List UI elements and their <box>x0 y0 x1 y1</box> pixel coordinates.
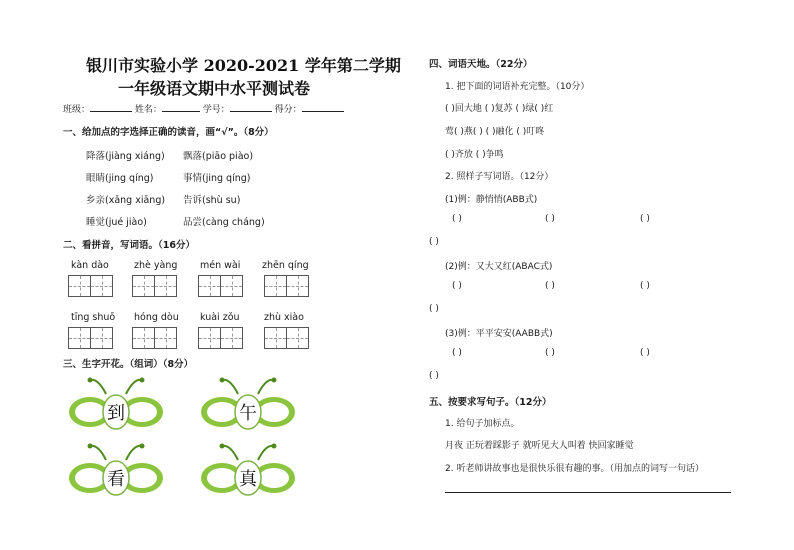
example-3: (3)例：平平安安(AABB式) <box>445 329 553 339</box>
section-2-title: 二、看拼音，写词语。（16分） <box>63 240 195 251</box>
pinyin-label: kuài zǒu <box>200 312 240 323</box>
fill-row[interactable]: 莺( )燕( ) ( )融化 ( )叮咚 <box>445 127 545 137</box>
answer-blank[interactable]: ( ) <box>429 371 439 381</box>
s1-item: 告诉(shù su) <box>183 195 241 206</box>
score-field[interactable] <box>302 102 344 112</box>
q2-title: 2. 照样子写词语。（12分） <box>445 172 554 182</box>
pinyin-label: zhè yàng <box>134 260 178 271</box>
name-field[interactable] <box>162 102 200 112</box>
answer-blank[interactable]: ( ) <box>429 237 439 247</box>
score-label: 得分： <box>274 105 302 115</box>
s1-item: 降落(jiàng xiáng) <box>86 151 165 162</box>
flower-1 <box>68 374 164 450</box>
example-2: (2)例：又大又红(ABAC式) <box>445 262 553 272</box>
flower-char: 真 <box>239 469 257 490</box>
answer-line[interactable] <box>445 492 731 493</box>
section-5-title: 五、按要求写句子。（12分） <box>429 397 552 408</box>
writing-grid[interactable] <box>198 275 242 297</box>
s5-q2-title: 2. 听老师讲故事也是很快乐很有趣的事。（用加点的词写一句话） <box>445 464 704 474</box>
class-label: 班级： <box>63 105 91 115</box>
pinyin-label: kàn dào <box>71 260 109 271</box>
answer-blank[interactable]: ( ) <box>452 214 462 224</box>
fill-row[interactable]: ( )回大地 ( )复苏 ( )绿( )红 <box>445 104 554 114</box>
answer-blank[interactable]: ( ) <box>452 281 462 291</box>
answer-blank[interactable]: ( ) <box>640 214 650 224</box>
flower-2 <box>200 374 296 450</box>
name-label: 姓名： <box>134 105 162 115</box>
writing-grid[interactable] <box>68 327 112 349</box>
s5-q1-title: 1. 给句子加标点。 <box>445 419 520 429</box>
s1-item: 事情(jing qíng) <box>183 173 251 184</box>
id-label: 学号： <box>202 105 230 115</box>
writing-grid[interactable] <box>264 275 308 297</box>
q1-title: 1. 把下面的词语补充完整。（10分） <box>445 82 590 92</box>
pinyin-label: mén wài <box>200 260 241 271</box>
pinyin-label: tīng shuō <box>71 312 116 323</box>
writing-grid[interactable] <box>68 275 112 297</box>
s5-q1-sentence: 月夜 正玩着踩影子 就听见大人叫着 快回家睡觉 <box>445 441 634 451</box>
s1-item: 睡觉(jué jiào) <box>86 217 147 228</box>
section-4-title: 四、词语天地。（22分） <box>429 59 533 70</box>
title-line-1: 银川市实验小学 2020-2021 学年第二学期 <box>86 56 401 75</box>
pinyin-label: zhù xiào <box>264 312 304 323</box>
pinyin-label: hóng dòu <box>134 312 179 323</box>
section-1-title: 一、给加点的字选择正确的读音，画“√”。（8分） <box>63 127 274 138</box>
flower-3 <box>68 440 164 516</box>
answer-blank[interactable]: ( ) <box>545 214 555 224</box>
answer-blank[interactable]: ( ) <box>640 348 650 358</box>
writing-grid[interactable] <box>198 327 242 349</box>
s1-item: 品尝(càng cháng) <box>183 217 265 228</box>
writing-grid[interactable] <box>264 327 308 349</box>
flower-char: 看 <box>107 469 125 490</box>
answer-blank[interactable]: ( ) <box>545 348 555 358</box>
answer-blank[interactable]: ( ) <box>545 281 555 291</box>
flower-4 <box>200 440 296 516</box>
fill-row[interactable]: ( )齐放 ( )争鸣 <box>445 150 504 160</box>
answer-blank[interactable]: ( ) <box>452 348 462 358</box>
section-3-title: 三、生字开花。（组词）（8分） <box>63 359 194 370</box>
example-1: (1)例：静悄悄(ABB式) <box>445 195 538 205</box>
flower-char: 午 <box>239 403 257 424</box>
writing-grid[interactable] <box>132 327 176 349</box>
student-info-row <box>63 102 344 115</box>
title-line-2: 一年级语文期中水平测试卷 <box>118 79 311 98</box>
s1-item: 乡亲(xāng xiāng) <box>86 195 166 206</box>
s1-item: 眼睛(jing qíng) <box>86 173 154 184</box>
answer-blank[interactable]: ( ) <box>429 304 439 314</box>
answer-blank[interactable]: ( ) <box>640 281 650 291</box>
class-field[interactable] <box>90 102 132 112</box>
writing-grid[interactable] <box>132 275 176 297</box>
pinyin-label: zhēn qíng <box>262 260 309 271</box>
s1-item: 飘落(piāo piào) <box>183 151 254 162</box>
flower-char: 到 <box>107 403 125 424</box>
id-field[interactable] <box>230 102 272 112</box>
